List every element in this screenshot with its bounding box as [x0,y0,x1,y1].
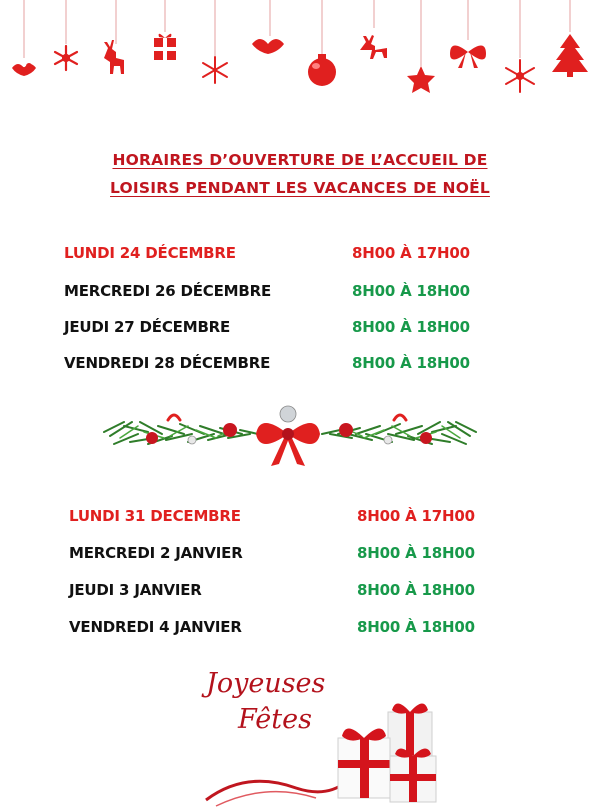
schedule-row [64,351,534,375]
bow-icon [450,45,486,68]
day-label: LUNDI 31 DECEMBRE [69,507,241,525]
day-label: MERCREDI 26 DÉCEMBRE [64,282,271,300]
hours-label: 8H00 À 18H00 [352,354,470,372]
holly-icon [252,39,284,54]
gift-boxes-icon [196,660,446,810]
title-line-2: LOISIRS PENDANT LES VACANCES DE NOËL [110,179,490,197]
gift-icon [154,34,176,60]
hours-label: 8H00 À 18H00 [357,581,475,599]
day-label: VENDREDI 28 DÉCEMBRE [64,354,271,372]
greeting-line-1: Joyeuses [206,668,326,699]
reindeer-icon [104,40,124,74]
schedule-row [64,241,534,265]
hours-label: 8H00 À 17H00 [357,507,475,525]
day-label: VENDREDI 4 JANVIER [69,618,242,636]
page-title [60,146,540,202]
day-label: JEUDI 3 JANVIER [69,581,202,599]
snowflake-icon [203,57,227,83]
schedule-row [69,504,539,528]
snowflake-icon [55,46,77,70]
day-label: LUNDI 24 DÉCEMBRE [64,244,236,262]
schedule-row [69,578,539,602]
hours-label: 8H00 À 18H00 [357,618,475,636]
schedule-row [69,541,539,565]
day-label: JEUDI 27 DÉCEMBRE [64,318,231,336]
hours-label: 8H00 À 18H00 [352,318,470,336]
hanging-decorations [0,0,600,100]
greeting-line-2: Fêtes [238,704,312,735]
garland-icon [100,396,480,470]
hours-label: 8H00 À 18H00 [357,544,475,562]
schedule-row [69,615,539,639]
ornament-ball-icon [308,54,336,86]
greeting-card [196,660,446,810]
reindeer-icon [360,35,387,59]
hours-label: 8H00 À 17H00 [352,244,470,262]
title-line-1: HORAIRES D’OUVERTURE DE L’ACCUEIL DE [112,151,488,169]
snowflake-icon [506,60,534,92]
schedule-row [64,279,534,303]
holly-icon [12,63,36,76]
star-icon [407,66,435,93]
hours-label: 8H00 À 18H00 [352,282,470,300]
day-label: MERCREDI 2 JANVIER [69,544,243,562]
christmas-tree-icon [552,34,588,77]
schedule-row [64,315,534,339]
